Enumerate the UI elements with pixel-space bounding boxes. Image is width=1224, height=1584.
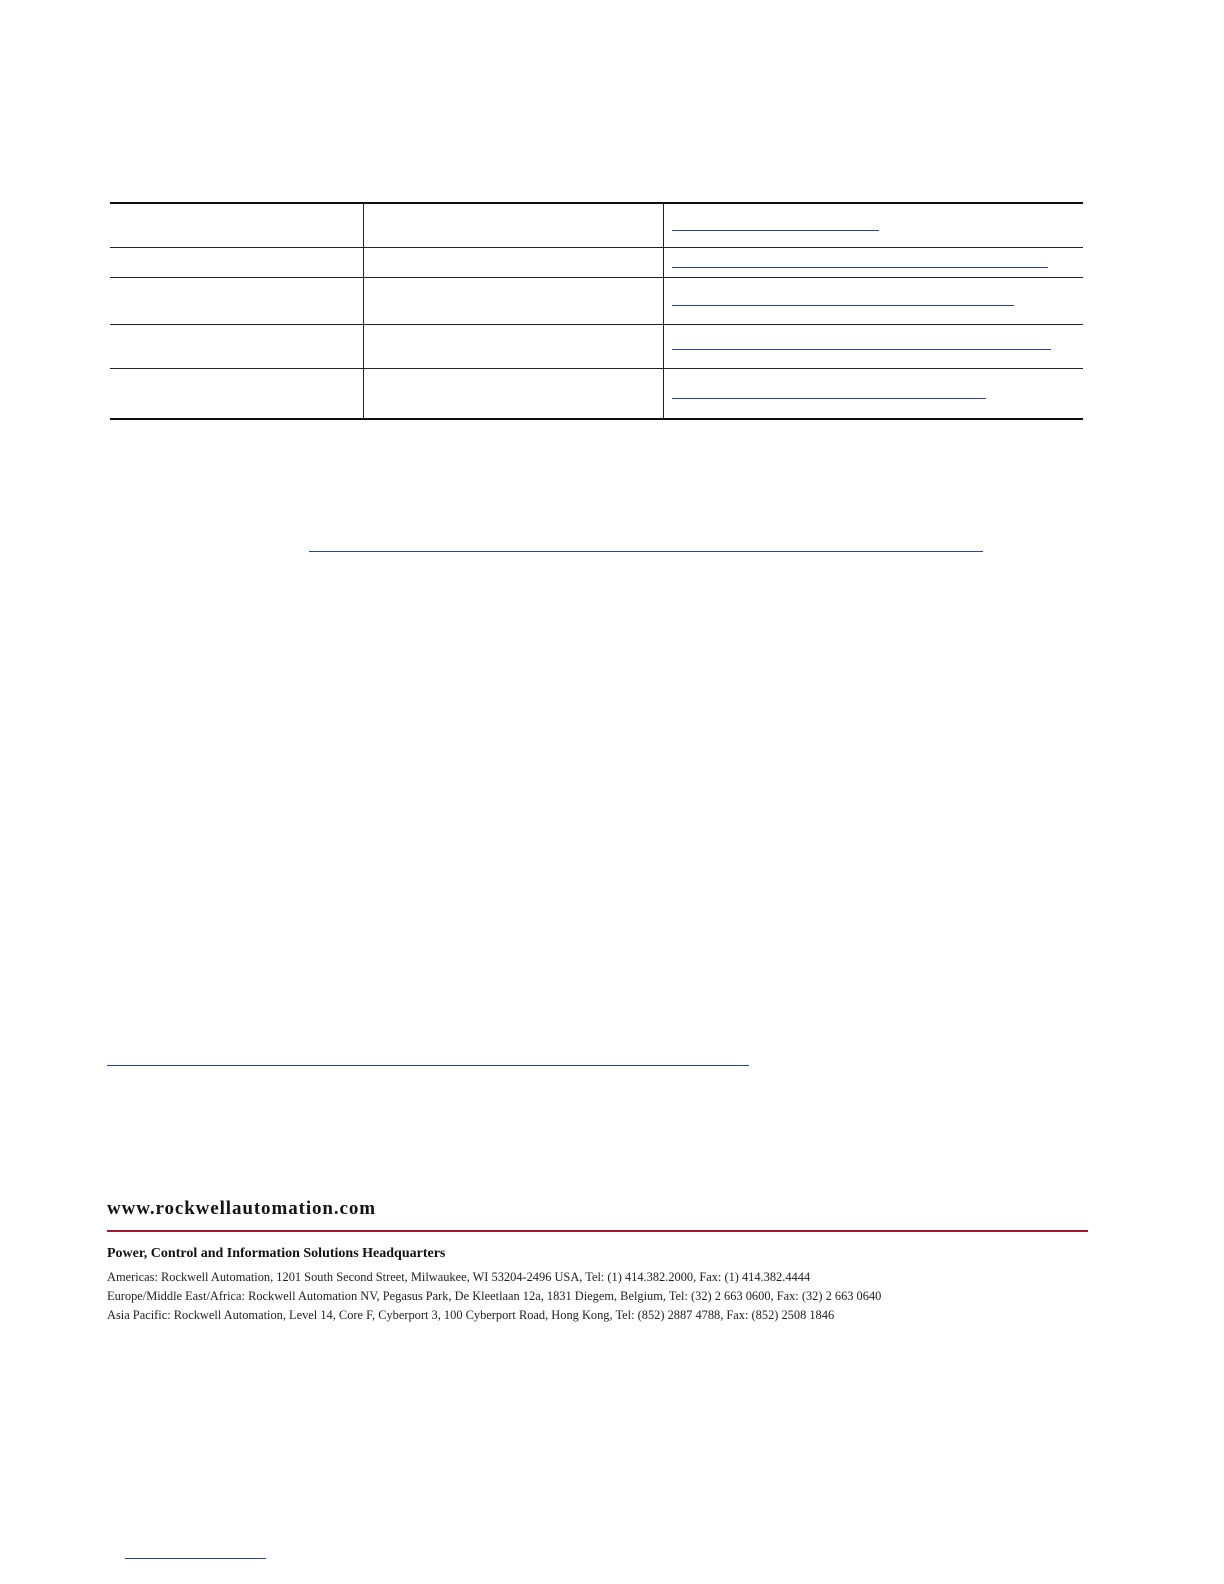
table-row-link[interactable] (672, 349, 1051, 350)
asia-pacific-address: Asia Pacific: Rockwell Automation, Level 14, Core F, Cyberport 3, 100 Cyberport Road, Hong Kong, Tel: (852) 2887 4788, Fax: (852) 2508 1846 (107, 1308, 835, 1322)
table-bottom-rule (110, 418, 1083, 420)
table-row-link[interactable] (672, 305, 1014, 306)
brand-divider (107, 1230, 1088, 1232)
emea-address: Europe/Middle East/Africa: Rockwell Automation NV, Pegasus Park, De Kleetlaan 12a, 1831 Diegem, Belgium, Tel: (32) 2 663 0600, Fax: (32) 2 663 0640 (107, 1289, 882, 1303)
table-column-divider (363, 203, 364, 418)
website-url[interactable]: www.rockwellautomation.com (107, 1198, 376, 1219)
table-row-divider (110, 247, 1083, 248)
table-row-link[interactable] (672, 267, 1048, 268)
table-row-divider (110, 277, 1083, 278)
table-top-rule (110, 202, 1083, 204)
table-row-link[interactable] (672, 230, 879, 231)
table-row-divider (110, 324, 1083, 325)
americas-address: Americas: Rockwell Automation, 1201 South Second Street, Milwaukee, WI 53204-2496 USA, Tel: (1) 414.382.2000, Fax: (1) 414.382.4444 (107, 1270, 811, 1284)
table-row-link[interactable] (672, 398, 986, 399)
table-column-divider (663, 203, 664, 418)
body-link[interactable] (309, 551, 983, 552)
headquarters-title: Power, Control and Information Solutions Headquarters (107, 1246, 446, 1261)
publication-link[interactable] (125, 1558, 266, 1559)
body-link[interactable] (107, 1065, 749, 1066)
table-row-divider (110, 368, 1083, 369)
